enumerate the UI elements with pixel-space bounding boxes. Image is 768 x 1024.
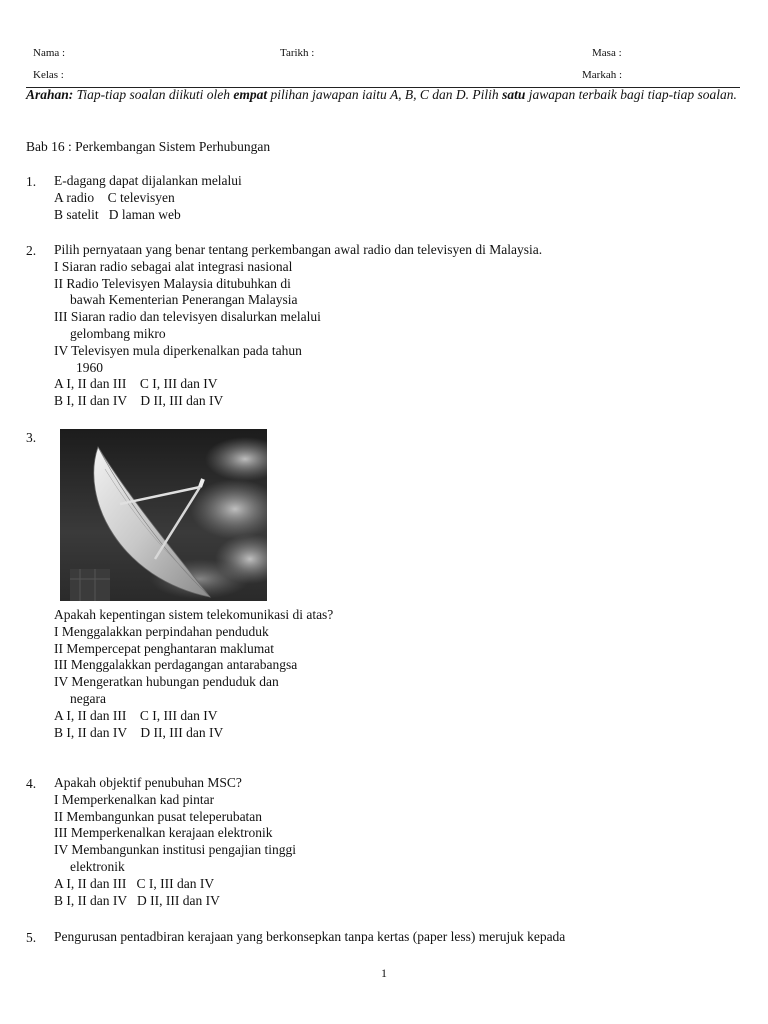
instructions-text-1: Tiap-tiap soalan diikuti oleh [73,87,234,102]
question-2-statement-3-cont: gelombang mikro [70,325,166,341]
question-1 [54,173,242,223]
question-3-statement-4: IV Mengeratkan hubungan penduduk dan [54,674,279,690]
instructions-emphasis-empat: empat [233,87,268,102]
question-4-options-b-d: B I, II dan IV D II, III dan IV [54,892,220,908]
question-1-options-b-d: B satelit D laman web [54,206,181,222]
question-2-statement-1: I Siaran radio sebagai alat integrasi nasional [54,258,293,274]
question-4-statement-1: I Memperkenalkan kad pintar [54,791,215,807]
question-3-options-a-c: A I, II dan III C I, III dan IV [54,707,218,723]
question-4-statement-2: II Membangunkan pusat teleperubatan [54,808,263,824]
question-2-statement-4: IV Televisyen mula diperkenalkan pada tahun [54,342,302,358]
question-2 [54,242,542,410]
question-5 [54,929,565,946]
question-2-options-a-c: A I, II dan III C I, III dan IV [54,376,218,392]
satellite-dish-photo [60,429,267,601]
kelas-label: Kelas : [33,69,64,81]
question-4-text: Apakah objektif penubuhan MSC? [54,775,242,790]
question-2-statement-4-cont: 1960 [76,359,103,375]
question-2-statement-2: II Radio Televisyen Malaysia ditubuhkan di [54,275,291,291]
question-4-statement-4-cont: elektronik [70,858,125,874]
question-3-number: 3. [26,430,37,445]
question-4-statement-4: IV Membangunkan institusi pengajian tinggi [54,842,296,858]
instructions-emphasis-satu: satu [502,87,526,102]
question-5-text: Pengurusan pentadbiran kerajaan yang berkonsepkan tanpa kertas (paper less) merujuk kepada [54,929,566,944]
question-4 [54,775,296,909]
question-4-number: 4. [26,776,37,791]
question-4-options-a-c: A I, II dan III C I, III dan IV [54,875,215,891]
instructions-text-2: pilihan jawapan iaitu A, B, C dan D. Pilih [267,87,503,102]
masa-label: Masa : [592,47,622,59]
question-3 [54,607,333,741]
chapter-title: Bab 16 : Perkembangan Sistem Perhubungan [26,139,271,154]
markah-label: Markah : [582,69,623,81]
question-3-options-b-d: B I, II dan IV D II, III dan IV [54,724,224,740]
question-2-statement-3: III Siaran radio dan televisyen disalurkan melalui [54,309,321,325]
question-1-number: 1. [26,174,37,189]
nama-label: Nama : [33,47,66,59]
question-3-statement-3: III Menggalakkan perdagangan antarabangsa [54,657,298,673]
instructions-text-3: jawapan terbaik bagi tiap-tiap soalan. [525,87,737,102]
question-5-number: 5. [26,930,37,945]
page-number: 1 [381,966,387,980]
question-2-statement-2-cont: bawah Kementerian Penerangan Malaysia [70,292,298,308]
question-3-text: Apakah kepentingan sistem telekomunikasi di atas? [54,607,334,622]
instructions-lead: Arahan: [26,87,74,102]
question-2-options-b-d: B I, II dan IV D II, III dan IV [54,393,224,409]
question-2-text: Pilih pernyataan yang benar tentang perkembangan awal radio dan televisyen di Malaysia. [54,242,543,257]
question-3-statement-4-cont: negara [70,690,106,706]
question-3-statement-2: II Mempercepat penghantaran maklumat [54,640,275,656]
question-3-statement-1: I Menggalakkan perpindahan penduduk [54,623,269,639]
question-1-text: E-dagang dapat dijalankan melalui [54,173,242,188]
tarikh-label: Tarikh : [280,47,315,59]
question-2-number: 2. [26,243,37,258]
instructions [26,86,742,103]
question-1-options-a-c: A radio C televisyen [54,189,175,205]
question-4-statement-3: III Memperkenalkan kerajaan elektronik [54,825,273,841]
